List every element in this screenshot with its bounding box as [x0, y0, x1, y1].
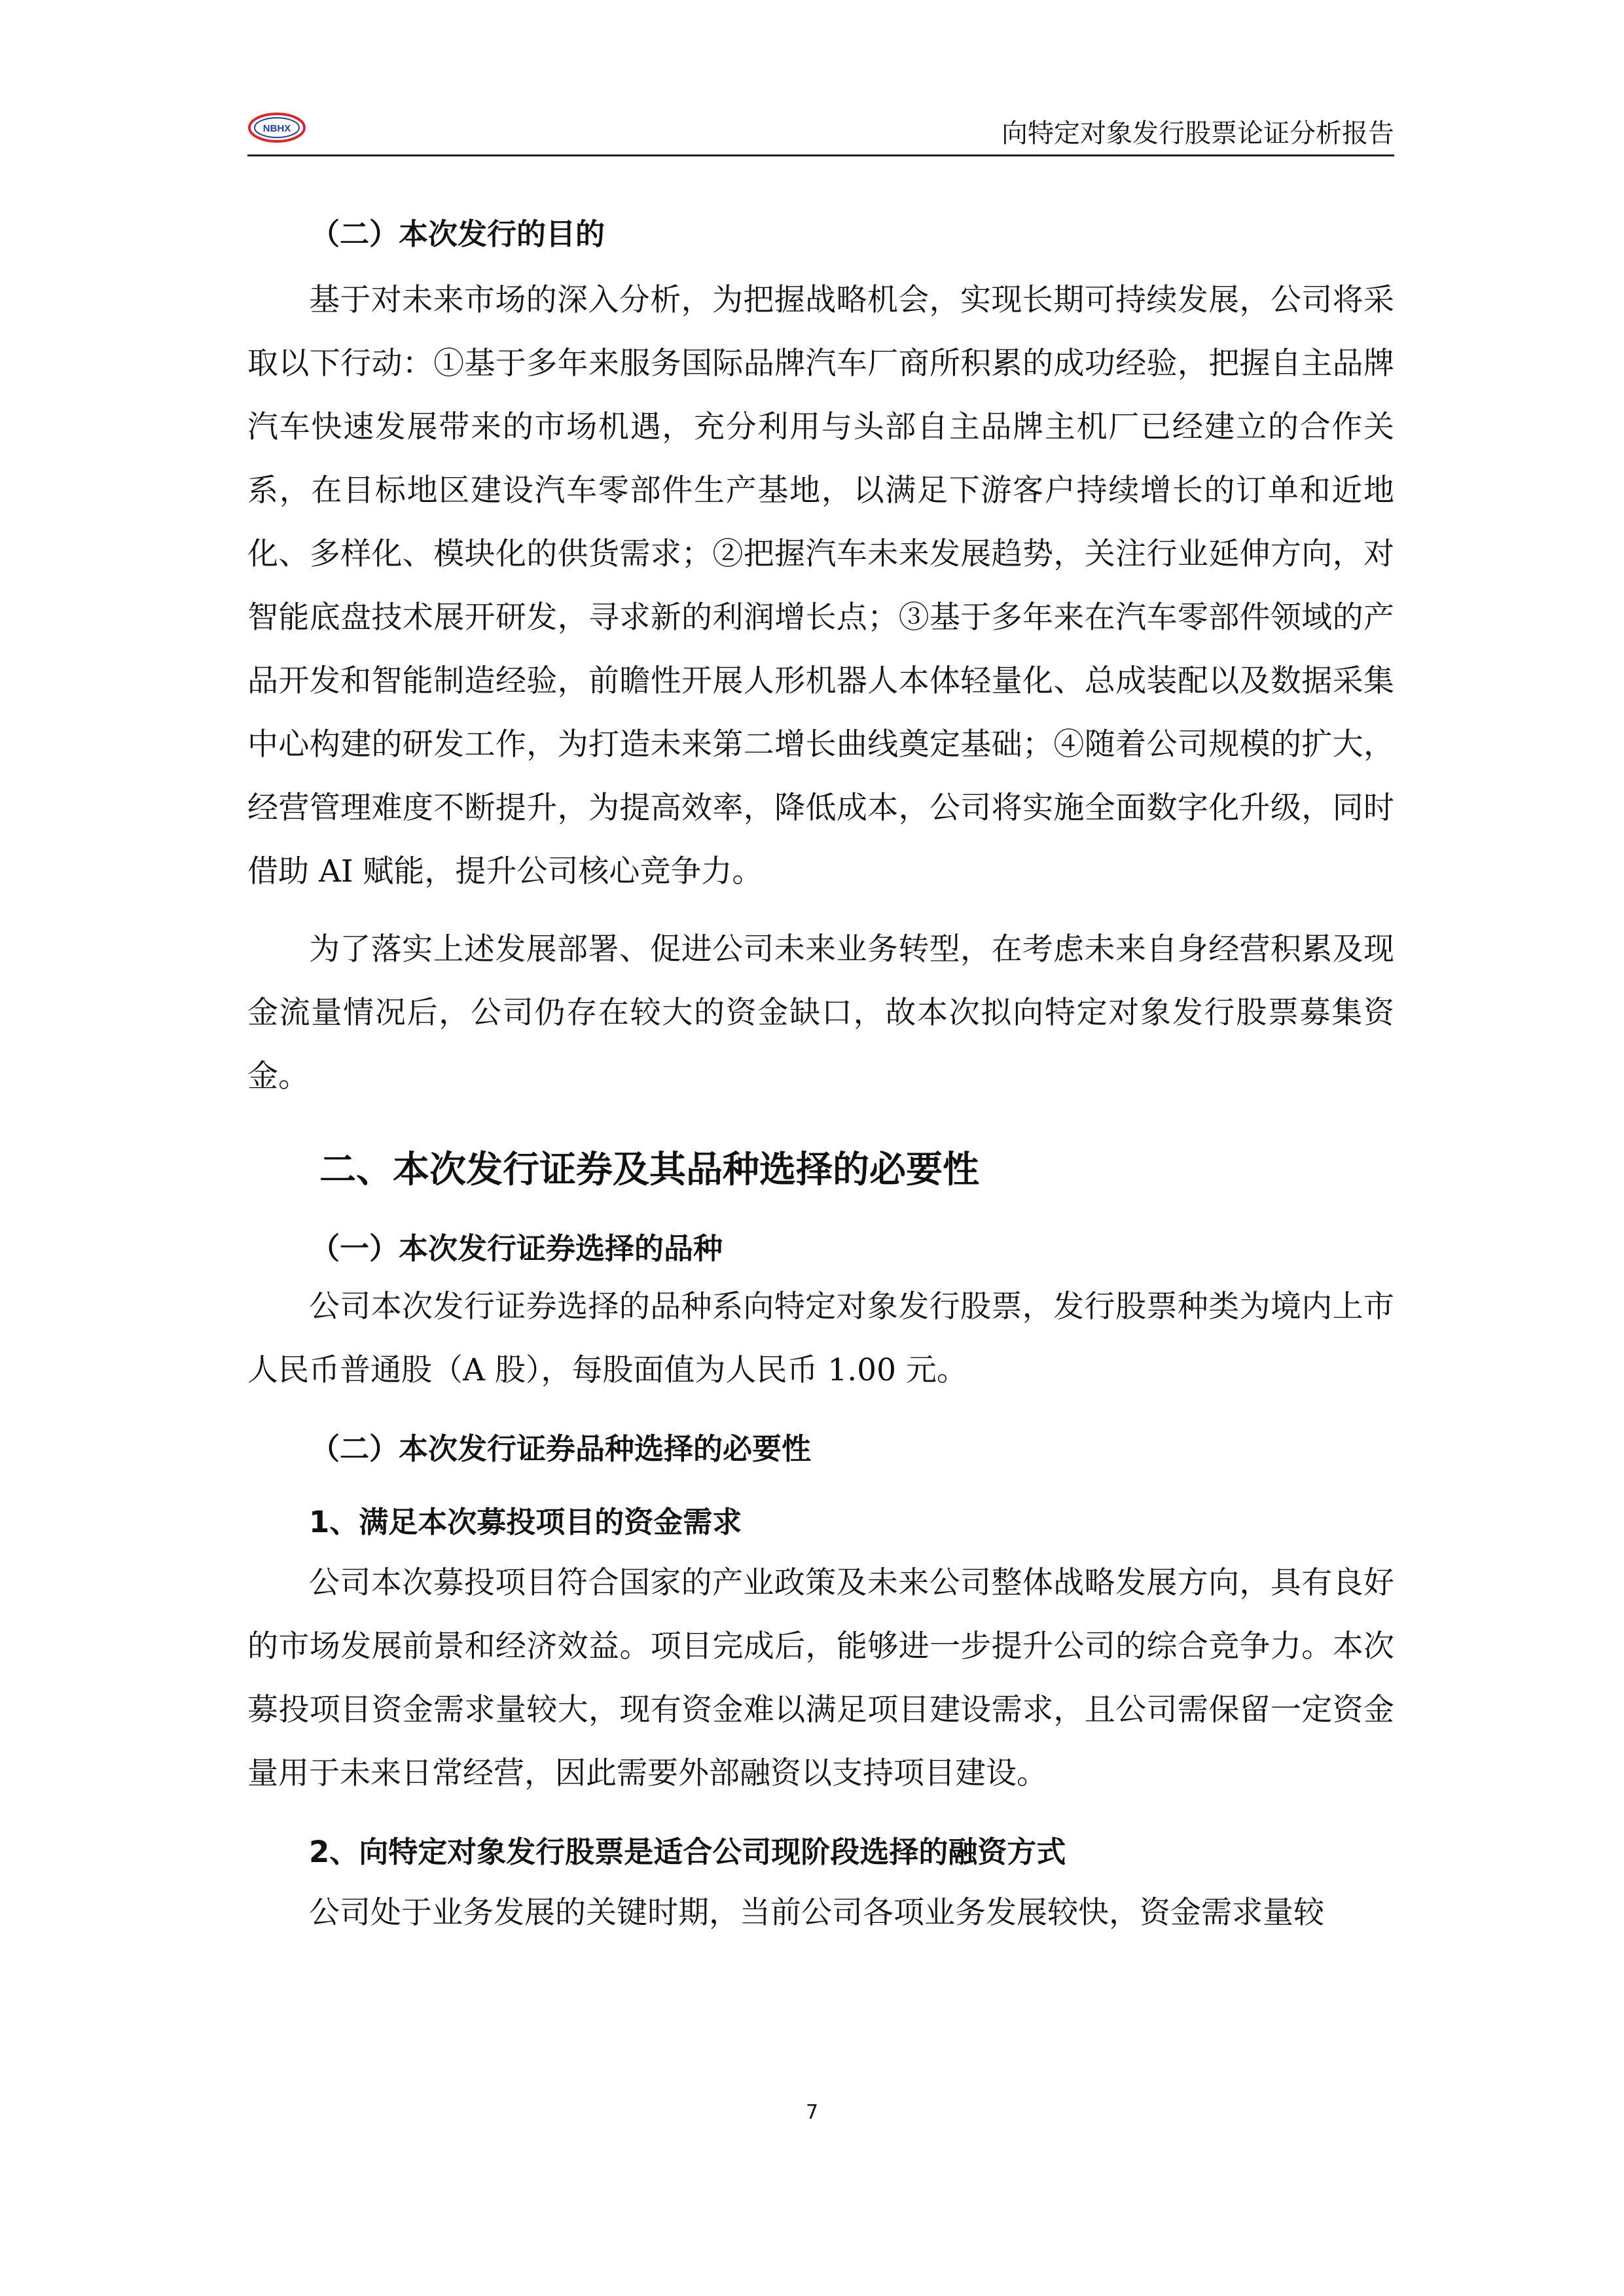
sub1-heading: （一）本次发行证券选择的品种 [310, 1231, 723, 1266]
header-divider [247, 154, 1394, 156]
item2-paragraph: 公司处于业务发展的关键时期，当前公司各项业务发展较快，资金需求量较 [309, 1895, 1324, 1931]
purpose-paragraph-2: 为了落实上述发展部署、促进公司未来业务转型，在考虑未来自身经营积累及现金流量情况后，公司仍存在较大的资金缺口，故本次拟向特定对象发行股票募集资金。 [247, 931, 1394, 1094]
purpose-paragraph-1: 基于对未来市场的深入分析，为把握战略机会，实现长期可持续发展，公司将采取以下行动：①基于多年来服务国际品牌汽车厂商所积累的成功经验，把握自主品牌汽车快速发展带来的市场机遇，充分利用与头部自主品牌主机厂已经建立的合作关系，在目标地区建设汽车零部件生产基地，以满足下游客户持续增长的订单和近地化、多样化、模块化的供货需求；②把握汽车未来发展趋势，关注行业延伸方向，对智能底盘技术展开研发，寻求新的利润增长点；③基于多年来在汽车零部件领域的产品开发和智能制造经验，前瞻性开展人形机器人本体轻量化、总成装配以及数据采集中心构建的研发工作，为打造未来第二增长曲线奠定基础；④随着公司规模的扩大，经营管理难度不断提升，为提高效率，降低成本，公司将实施全面数字化升级，同时借助 AI 赋能，提升公司核心竞争力。 [247, 282, 1394, 889]
document-body [247, 196, 1394, 1945]
section-two-heading: 二、本次发行证券及其品种选择的必要性 [319, 1149, 979, 1191]
header-title: 向特定对象发行股票论证分析报告 [1001, 118, 1394, 149]
item2-heading: 2、向特定对象发行股票是适合公司现阶段选择的融资方式 [309, 1835, 1066, 1869]
page-header [247, 107, 1394, 153]
logo-text: NBHX [262, 123, 291, 134]
purpose-heading: （二）本次发行的目的 [310, 217, 605, 251]
sub2-heading: （二）本次发行证券品种选择的必要性 [310, 1431, 812, 1466]
item1-heading: 1、满足本次募投项目的资金需求 [309, 1505, 742, 1539]
item1-paragraph: 公司本次募投项目符合国家的产业政策及未来公司整体战略发展方向，具有良好的市场发展前景和经济效益。项目完成后，能够进一步提升公司的综合竞争力。本次募投项目资金需求量较大，现有资金难以满足项目建设需求，且公司需保留一定资金量用于未来日常经营，因此需要外部融资以支持项目建设。 [247, 1565, 1394, 1791]
sub1-paragraph: 公司本次发行证券选择的品种系向特定对象发行股票，发行股票种类为境内上市人民币普通股（A 股），每股面值为人民币 1.00 元。 [247, 1289, 1394, 1388]
page-number: 7 [805, 2101, 819, 2124]
company-logo [247, 111, 306, 144]
